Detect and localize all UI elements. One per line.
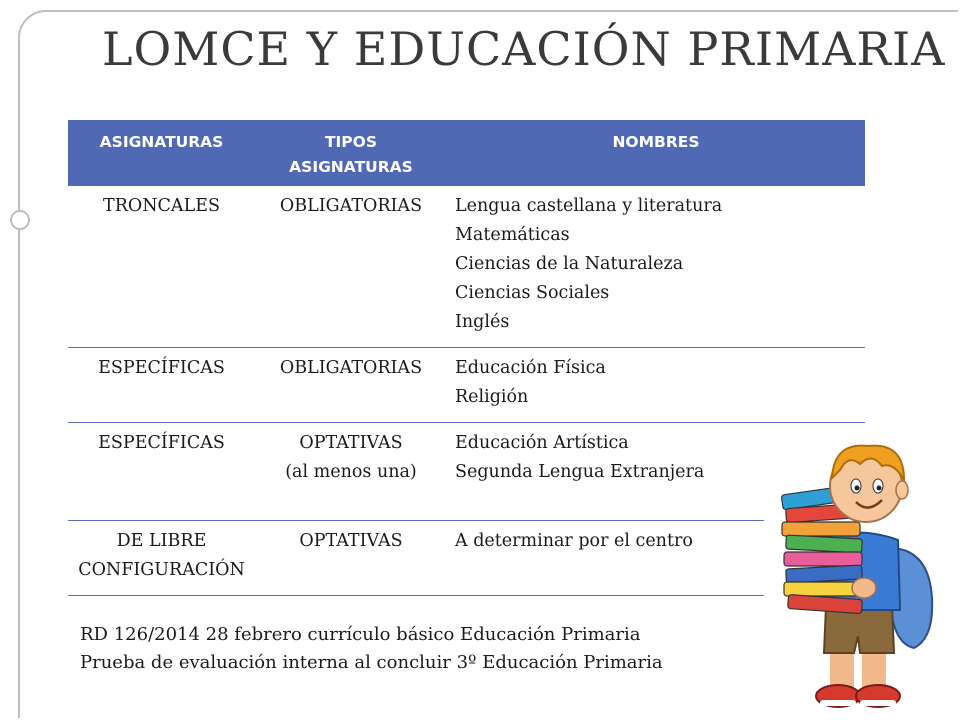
header-tipos: TIPOS ASIGNATURAS: [255, 120, 447, 186]
table-row: [68, 186, 865, 348]
cell-asignatura: TRONCALES: [68, 186, 255, 348]
subject-name: Educación Física: [455, 358, 606, 378]
subject-name: Inglés: [455, 312, 510, 332]
subject-name: Segunda Lengua Extranjera: [455, 462, 705, 482]
boy-carrying-books-illustration: [764, 438, 944, 716]
cell-tipo: [255, 423, 447, 521]
subject-name: Ciencias Sociales: [455, 283, 610, 303]
cell-asignatura: ESPECÍFICAS: [68, 348, 255, 423]
table-row: [68, 423, 865, 521]
subject-name: Educación Artística: [455, 433, 629, 453]
slide-title: LOMCE Y EDUCACIÓN PRIMARIA: [102, 22, 946, 76]
cell-nombres: [447, 186, 865, 348]
subject-name: Ciencias de la Naturaleza: [455, 254, 684, 274]
table-header-row: [68, 120, 865, 186]
subject-name: Lengua castellana y literatura: [455, 196, 723, 216]
header-asignaturas: ASIGNATURAS: [68, 120, 255, 186]
subject-name: Matemáticas: [455, 225, 570, 245]
table-row: [68, 348, 865, 423]
footer-notes: [80, 621, 663, 677]
header-nombres: NOMBRES: [447, 120, 865, 186]
cell-tipo: OBLIGATORIAS: [255, 186, 447, 348]
cell-asignatura: ESPECÍFICAS: [68, 423, 255, 521]
table-row: [68, 521, 865, 596]
footer-line: Prueba de evaluación interna al concluir 3º Educación Primaria: [80, 652, 663, 673]
frame-notch: [10, 210, 30, 230]
cell-tipo: OPTATIVAS: [255, 521, 447, 596]
subjects-table: [68, 120, 865, 596]
footer-line: RD 126/2014 28 febrero currículo básico Educación Primaria: [80, 624, 641, 645]
cell-asignatura: DE LIBRE CONFIGURACIÓN: [68, 521, 255, 596]
tipo-note: (al menos una): [285, 462, 417, 482]
cell-nombres: [447, 348, 865, 423]
boy-books-graphic: [764, 438, 944, 716]
tipo-label: OPTATIVAS: [299, 433, 403, 453]
cell-tipo: OBLIGATORIAS: [255, 348, 447, 423]
subject-name: Religión: [455, 387, 529, 407]
subject-name: A determinar por el centro: [455, 531, 693, 551]
